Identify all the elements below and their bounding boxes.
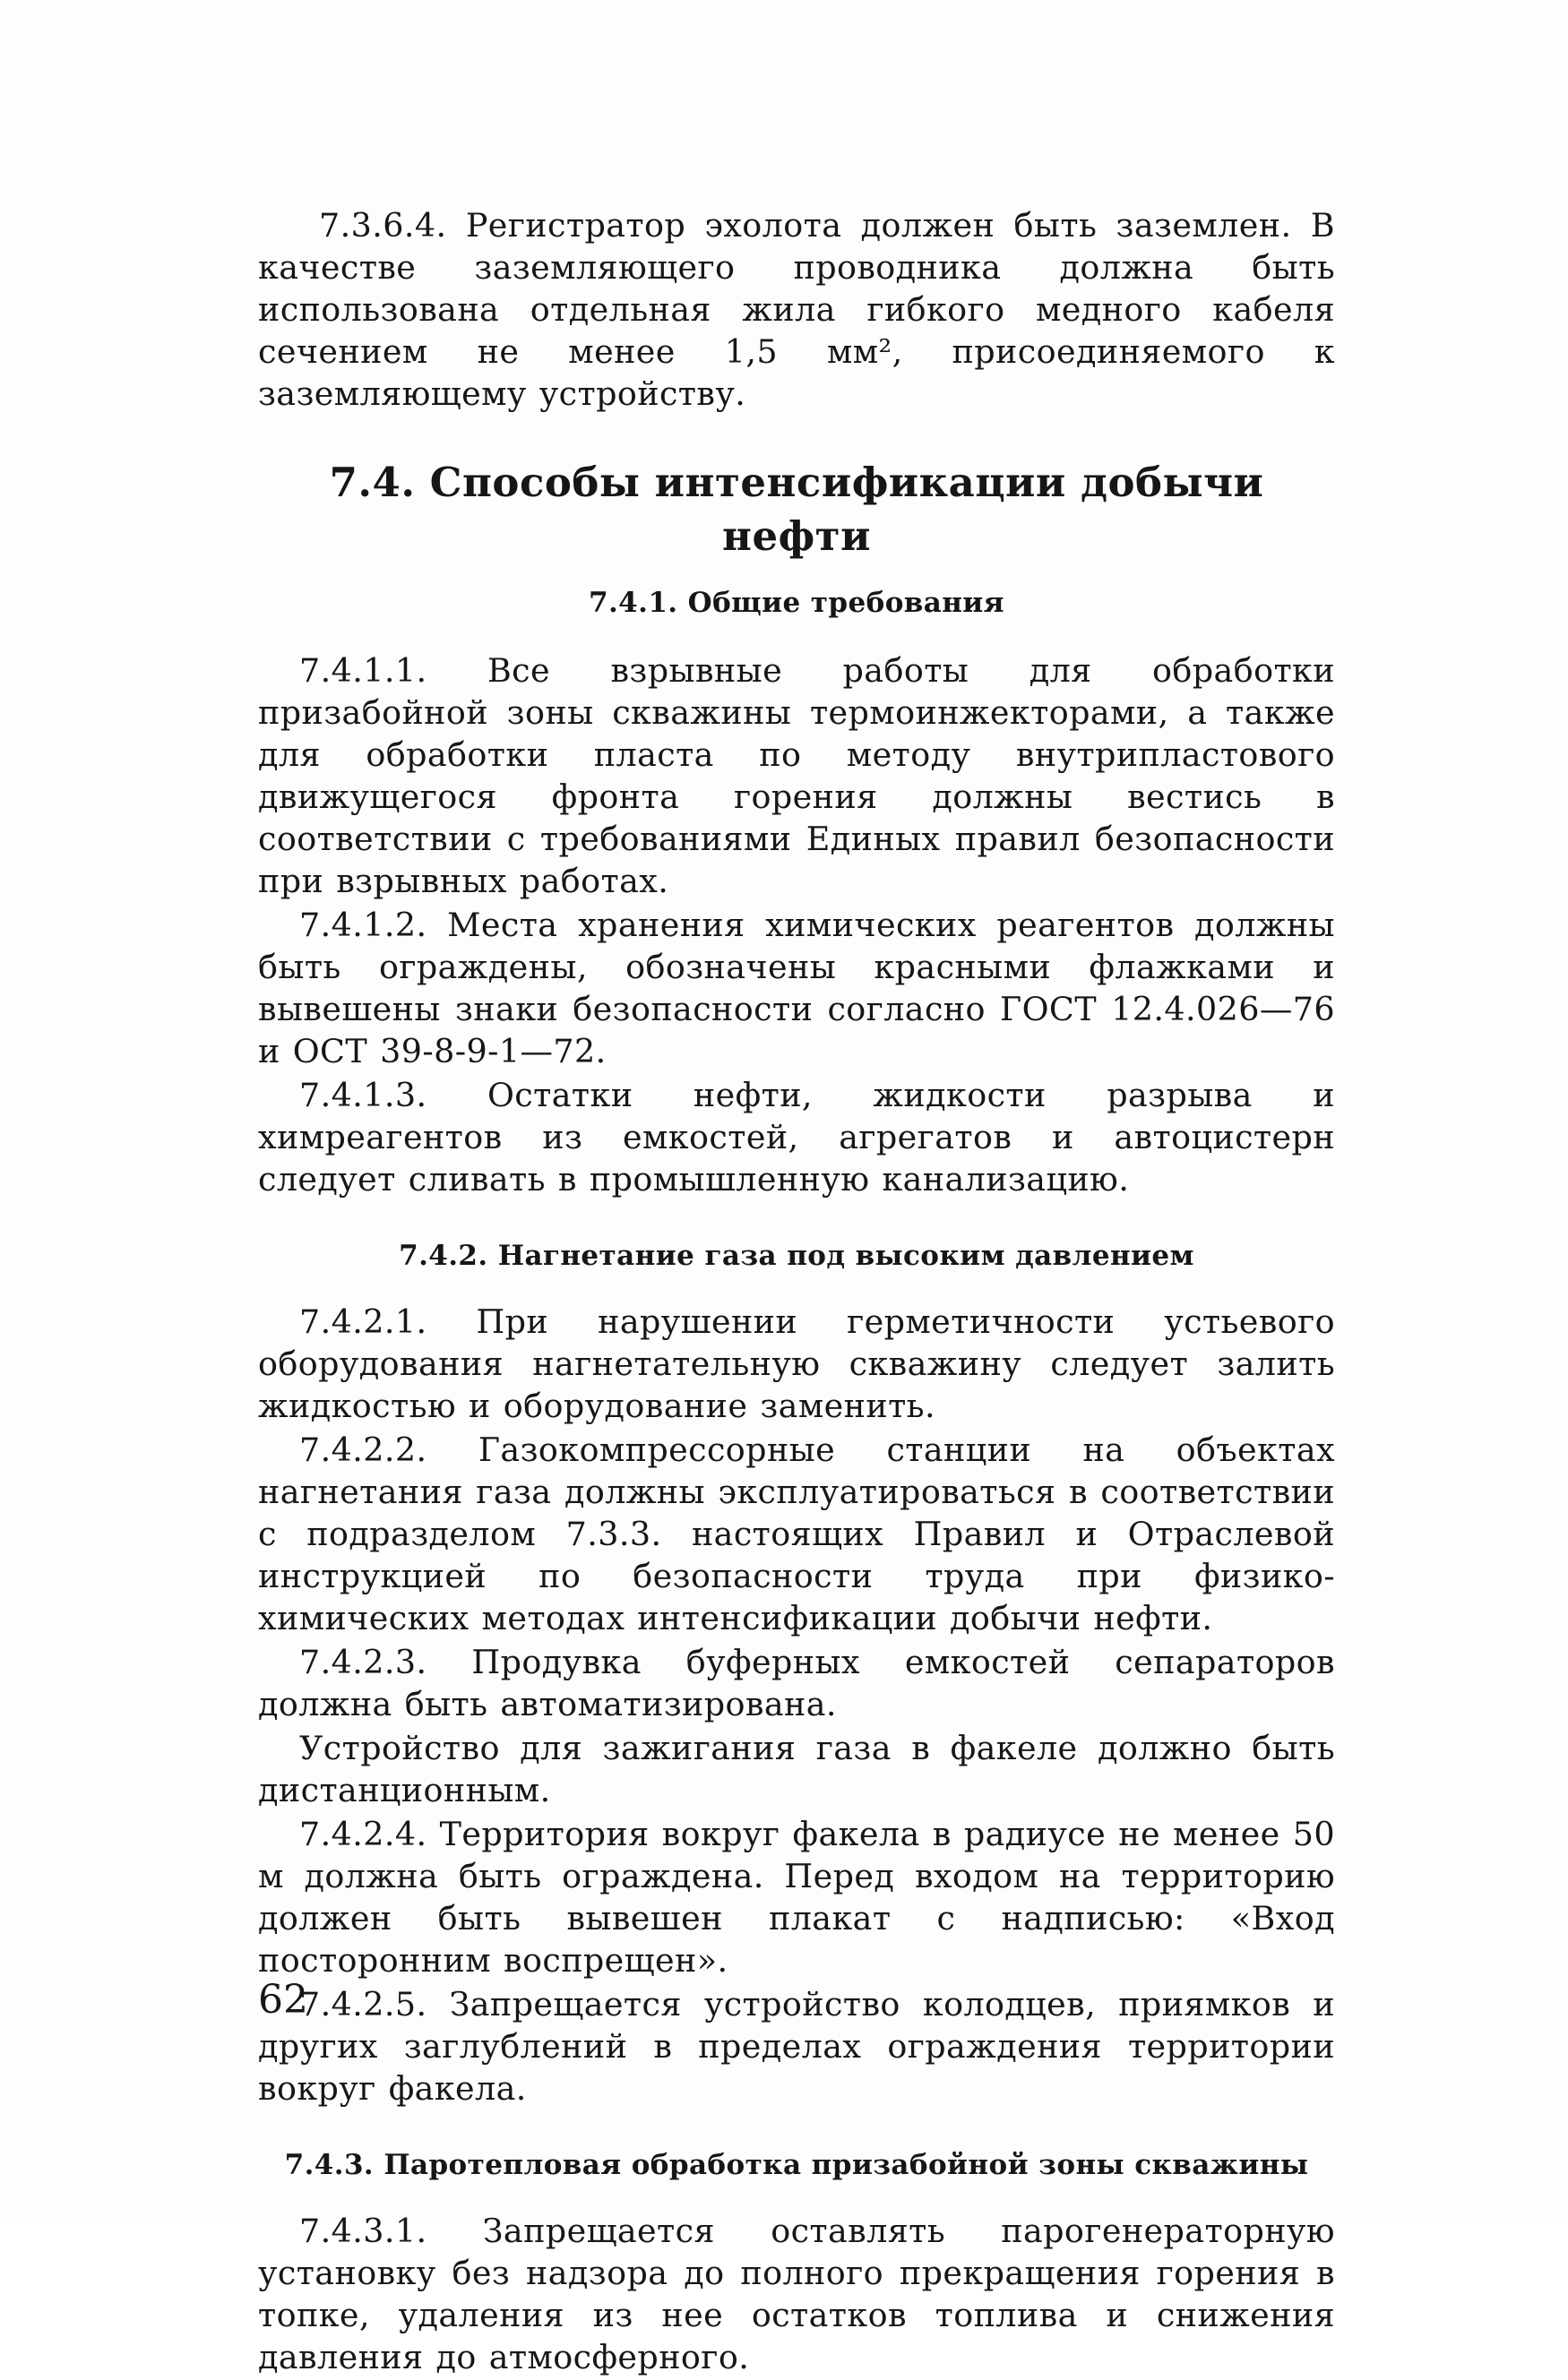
paragraph-7-4-2-2: 7.4.2.2. Газокомпрессорные станции на объектах нагнетания газа должны эксплуатироваться в соответствии с подразделом 7.3.3. настоящих Правил и Отраслевой инструкцией по безопасности труда при физико-химических методах интенсификации добычи нефти.	[258, 1431, 1335, 1637]
section-heading-7-4: 7.4. Способы интенсификации добычи нефти	[329, 459, 1264, 560]
paragraph-7-3-6-4: 7.3.6.4. Регистратор эхолота должен быть заземлен. В качестве заземляющего проводника должна быть использована отдельная жила гибкого медного кабеля сечением не менее 1,5 мм², присоединяемого к заземляющему устройству.	[258, 206, 1335, 413]
paragraph-7-4-3-1: 7.4.3.1. Запрещается оставлять парогенераторную установку без надзора до полного прекращения горения в топке, удаления из нее остатков топлива и снижения давления до атмосферного.	[258, 2212, 1335, 2376]
subsection-heading-7-4-3: 7.4.3. Паротепловая обработка призабойной зоны скважины	[284, 2149, 1309, 2181]
paragraph-7-4-1-3: 7.4.1.3. Остатки нефти, жидкости разрыва и химреагентов из емкостей, агрегатов и автоцистерн следует сливать в промышленную канализацию.	[258, 1076, 1335, 1199]
page-number: 62	[258, 1977, 308, 2023]
paragraph-7-4-2-4: 7.4.2.4. Территория вокруг факела в радиусе не менее 50 м должна быть ограждена. Перед входом на территорию должен быть вывешен плакат с надписью: «Вход посторонним воспрещен».	[258, 1815, 1335, 1980]
page-content	[258, 204, 1335, 2380]
paragraph-7-4-1-2: 7.4.1.2. Места хранения химических реагентов должны быть ограждены, обозначены красными флажками и вывешены знаки безопасности согласно ГОСТ 12.4.026—76 и ОСТ 39-8-9-1—72.	[258, 906, 1335, 1070]
subsection-heading-7-4-2: 7.4.2. Нагнетание газа под высоким давлением	[399, 1240, 1194, 1272]
paragraph-7-4-2-3: 7.4.2.3. Продувка буферных емкостей сепараторов должна быть автоматизирована.	[258, 1643, 1335, 1723]
subsection-heading-7-4-1: 7.4.1. Общие требования	[589, 587, 1004, 619]
paragraph-7-4-2-5: 7.4.2.5. Запрещается устройство колодцев, приямков и других заглублений в пределах ограждения территории вокруг факела.	[258, 1985, 1335, 2108]
paragraph-7-4-2-1: 7.4.2.1. При нарушении герметичности устьевого оборудования нагнетательную скважину следует залить жидкостью и оборудование заменить.	[258, 1302, 1335, 1425]
paragraph-igniter-note: Устройство для зажигания газа в факеле должно быть дистанционным.	[258, 1729, 1335, 1809]
paragraph-7-4-1-1: 7.4.1.1. Все взрывные работы для обработки призабойной зоны скважины термоинжекторами, а также для обработки пласта по методу внутрипластового движущегося фронта горения должны вестись в соответствии с требованиями Единых правил безопасности при взрывных работах.	[258, 651, 1335, 900]
